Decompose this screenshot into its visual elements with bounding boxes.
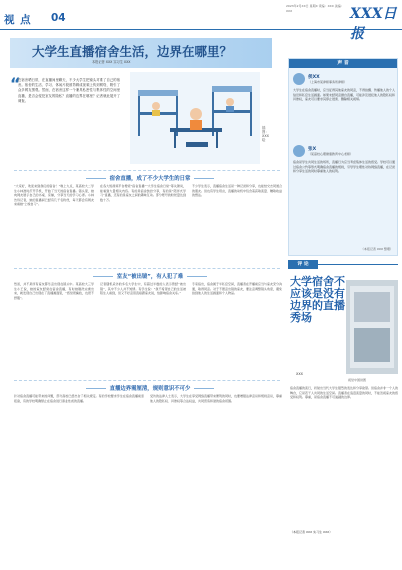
section-divider xyxy=(14,380,280,381)
body-column: 针对宿舍直播可能带来的问题，部分高校已经出台了相关规定。有的学校要求学生在宿舍直播前需报备，有的学校明确禁止在宿舍进行商业性质的直播。 xyxy=(14,394,144,403)
body-column: 不少学生表示，直播宿舍生活是一种记录和分享，也能结交志同道合的朋友。但也有学生坦言，直播的动机中包含着获取流量、赚取收益的想法。 xyxy=(192,184,282,198)
dorm-scene-icon xyxy=(130,72,260,164)
title-banner xyxy=(10,38,272,68)
body-column: 然而，并不是所有室友都乐意出现在镜头中。某高校大三学生小王说，她的室友经常在宿舍直播，有时她刚洗完澡出来，就发现自己出现在了直播画面里，“感觉很尴尬，也很不舒服”。 xyxy=(14,282,94,300)
commentary-rule xyxy=(318,264,398,265)
body-column: 记者随机采访的多名大学生中，有超过半数的人表示曾经“被出镜”，其中不少人并不知情。有学生说：“我不希望自己的生活被陌生人看到，但又不好意思直接跟室友说，怕影响宿舍关系。” xyxy=(100,282,186,296)
voice-role: （上海市某律师事务所律师） xyxy=(308,80,348,84)
photo-caption: 视觉中国供图 xyxy=(348,378,367,382)
body-column: “大家好，欢迎来到我们的宿舍！”晚上九点，某高校大二学生小林准时打开手机，开始了当天的宿舍直播。镜头里，她向网友展示自己的书桌、床铺，分享当天的学习心得。小林告诉记者，她的直播间已经有几千名粉丝，每天都会有网友来看她“上晚自习”。 xyxy=(14,184,94,207)
section-heading: 直播边界需厘清，规则意识不可少 xyxy=(70,384,230,392)
voice-role: （某高校心理健康教育中心老师） xyxy=(308,152,354,156)
article-intro: 在宿舍晒日常，在直播间里聊天，不少大学生把镜头对准了自己的宿舍。宿舍的生活、学习、休闲片段被剪辑成视频上传到网络，吸引了众多网友围观。然而，在宿舍这样一个兼具私密性与集体性的空间里直播，是否会侵犯室友的隐私？直播的边界在哪里？记者就此展开了调查。 xyxy=(18,78,120,103)
page-header xyxy=(0,0,402,42)
voice-name: 侯XX xyxy=(308,75,320,80)
section-heading: 室友“被出镜”，有人犯了难 xyxy=(70,272,230,280)
voice-text: 宿舍是学生共同生活的场所，直播行为应当考虑集体生活的感受。学校可以通过宿舍公约等形式明确宿舍直播的规则，引导学生理性对待网络直播，在记录和分享生活的同时尊重他人的权利。 xyxy=(293,160,396,174)
body-column: 受访的法律人士表示，大学生在享受网络直播带来便利的同时，也要增强法律意识和规则意识，尊重他人的隐私权、肖像权等合法权益，共同营造和谐的宿舍氛围。 xyxy=(150,394,282,403)
voices-sidebar xyxy=(288,58,398,256)
article-title: 大学生直播宿舍生活，边界在哪里？ xyxy=(32,44,233,59)
sidebar-tag: 声 音 xyxy=(289,59,397,68)
commentary-title: 大学宿舍不应该是没有边界的直播秀场 xyxy=(290,275,345,324)
quote-mark-icon: “ xyxy=(10,74,21,93)
voice-text: 大学生在宿舍直播时，应当征得其他室友的同意，不得拍摄、传播他人的个人信息和私密生活画面。如果未经同意擅自直播，可能涉及侵犯他人的隐私权和肖像权，室友可以要求其停止侵害、删除相关视频。 xyxy=(293,88,396,102)
avatar xyxy=(293,145,305,157)
section-name: 视 点 xyxy=(4,14,32,26)
page-number: 04 xyxy=(51,12,66,24)
newspaper-logo: XXX日报 xyxy=(350,6,397,42)
commentary-author: XXX xyxy=(296,372,303,376)
date-line: 2023年2月XX日 星期X 责编：XXX 美编：XXX xyxy=(286,4,344,13)
dorm-illustration xyxy=(130,72,260,164)
body-column: 专家指出，宿舍属于半私密空间，直播者在开播前应当与室友充分沟通，取得同意。对于不愿意出镜的室友，要注意调整镜头角度，避免拍到他人的生活画面和个人物品。 xyxy=(192,282,282,296)
illustration-caption: 插图：XXX 绘 xyxy=(262,126,269,142)
section-heading: 宿舍直播，成了不少大学生的日常 xyxy=(70,174,230,182)
body-column: 在各大短视频平台搜索“宿舍直播”“大学生宿舍日常”等关键词，能看到大量相关内容。有的是宿舍装扮分享，有的是“陪伴式学习”直播，还有的是室友之间的趣味互动。部分账号的粉丝量达到数十万。 xyxy=(100,184,186,202)
commentary-text: 宿舍直播的流行，折射出当代大学生强烈的表达和分享欲望。但宿舍并非一个人的舞台，它是若干人共同的生活空间。直播者在追逐流量的同时，不能忽视室友的感受和权利。尊重，是宿舍直播不可逾越的边界。 xyxy=(290,386,398,400)
end-note: （本报记者 XXX 实习生 XXX） xyxy=(290,530,333,534)
avatar xyxy=(293,73,305,85)
section-divider xyxy=(14,170,280,171)
commentary-tag: 评 论 xyxy=(288,260,318,269)
sidebar-credit: （本报记者 XXX 整理） xyxy=(360,247,393,251)
commentary-photo xyxy=(346,280,398,374)
section-divider xyxy=(14,268,280,269)
article-byline: 本报记者 XXX 实习生 XXX xyxy=(92,60,131,64)
crowd-photo-icon xyxy=(346,280,398,374)
voice-name: 张X xyxy=(308,147,317,152)
